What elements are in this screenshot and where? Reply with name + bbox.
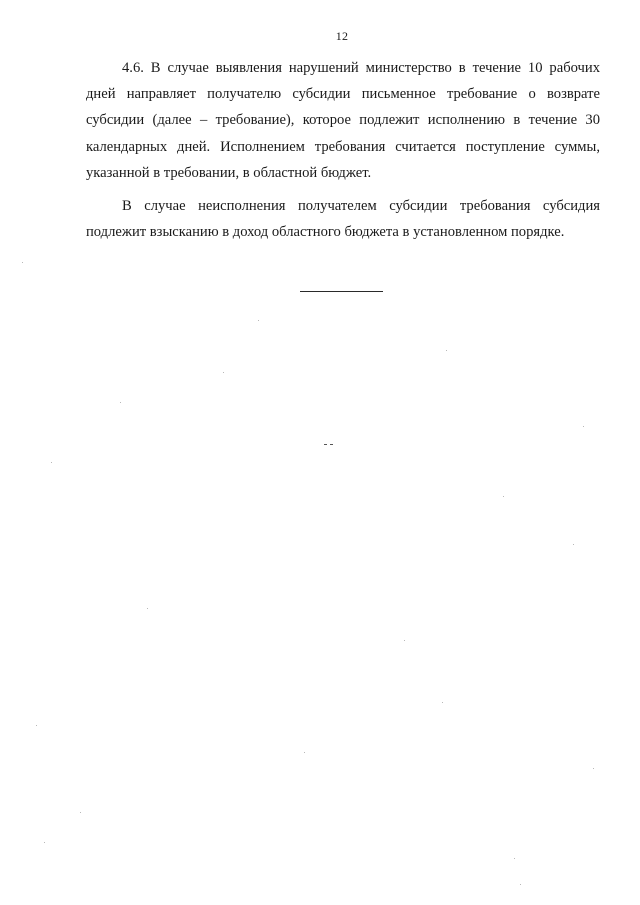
page-number: 12 (335, 29, 349, 43)
document-body (86, 55, 600, 245)
scan-speck (404, 640, 405, 641)
scan-speck (223, 372, 224, 373)
scan-speck (36, 725, 37, 726)
scan-speck (51, 462, 52, 463)
scan-speck (503, 496, 504, 497)
scan-speck (147, 608, 148, 609)
scan-speck (520, 884, 521, 885)
scan-speck (593, 768, 594, 769)
end-of-text-rule (300, 291, 383, 292)
scan-speck (573, 544, 574, 545)
scan-speck (22, 262, 23, 263)
scan-speck (583, 426, 584, 427)
scan-speck (44, 842, 45, 843)
scan-speck (80, 812, 81, 813)
scan-speck (514, 858, 515, 859)
paragraph-non-fulfillment: В случае неисполнения получателем субсидии требования субсидия подлежит взысканию в доход областного бюджета в установленном порядке. (86, 198, 600, 241)
scan-mark (324, 444, 327, 445)
scan-mark (330, 444, 333, 445)
scan-speck (304, 752, 305, 753)
scan-speck (446, 350, 447, 351)
paragraph-4-6: 4.6. В случае выявления нарушений министерство в течение 10 рабочих дней направляет получателю субсидии письменное требование о возврате субсидии (далее – требование), которое подлежит исполнению в течение 30 календарных дней. Исполнением требования считается поступление суммы, указанной в требовании, в областной бюджет. (86, 60, 600, 181)
scan-speck (258, 320, 259, 321)
scan-speck (120, 402, 121, 403)
scan-speck (442, 702, 443, 703)
